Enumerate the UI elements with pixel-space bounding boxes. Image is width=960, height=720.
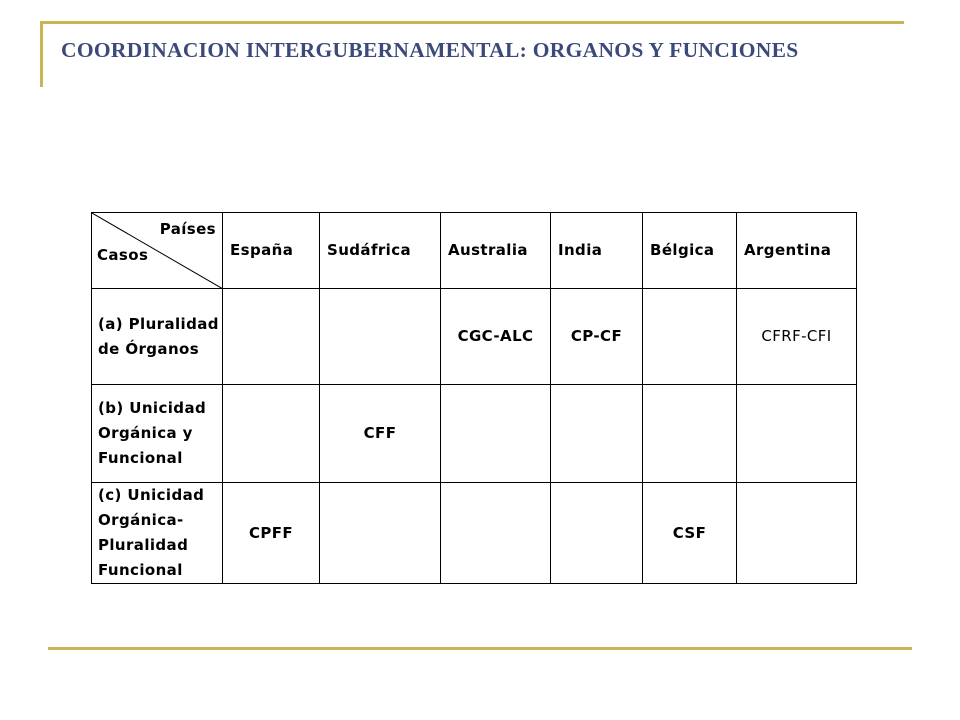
column-header: Argentina (737, 213, 857, 289)
corner-label-casos: Casos (97, 246, 149, 264)
table-cell (551, 483, 643, 584)
column-header: Bélgica (643, 213, 737, 289)
table-cell (223, 385, 320, 483)
table-cell: CFF (320, 385, 441, 483)
row-label: (a) Pluralidad de Órganos (92, 289, 223, 385)
table-cell: CGC-ALC (441, 289, 551, 385)
left-rule (40, 21, 43, 87)
table-cell: CPFF (223, 483, 320, 584)
table-cell: CP-CF (551, 289, 643, 385)
column-header: Sudáfrica (320, 213, 441, 289)
table-cell: CFRF-CFI (737, 289, 857, 385)
row-label: (c) Unicidad Orgánica- Pluralidad Funcional (92, 483, 223, 584)
table-row (92, 385, 857, 483)
table-cell: CSF (643, 483, 737, 584)
table-row (92, 483, 857, 584)
table-cell (737, 385, 857, 483)
table-cell (441, 385, 551, 483)
table-cell (737, 483, 857, 584)
table-row (92, 289, 857, 385)
table-cell (320, 289, 441, 385)
corner-cell (92, 213, 223, 289)
bottom-rule (48, 647, 912, 650)
table-cell (320, 483, 441, 584)
table-cell (223, 289, 320, 385)
corner-label-paises: Países (159, 220, 216, 238)
row-label: (b) Unicidad Orgánica y Funcional (92, 385, 223, 483)
column-header: India (551, 213, 643, 289)
column-header: Australia (441, 213, 551, 289)
table-cell (643, 289, 737, 385)
table-cell (551, 385, 643, 483)
column-header: España (223, 213, 320, 289)
header-row (92, 213, 857, 289)
slide-title: COORDINACION INTERGUBERNAMENTAL: ORGANOS Y FUNCIONES (61, 38, 799, 62)
table-cell (643, 385, 737, 483)
comparison-table (91, 212, 857, 584)
top-rule (40, 21, 904, 24)
table-cell (441, 483, 551, 584)
